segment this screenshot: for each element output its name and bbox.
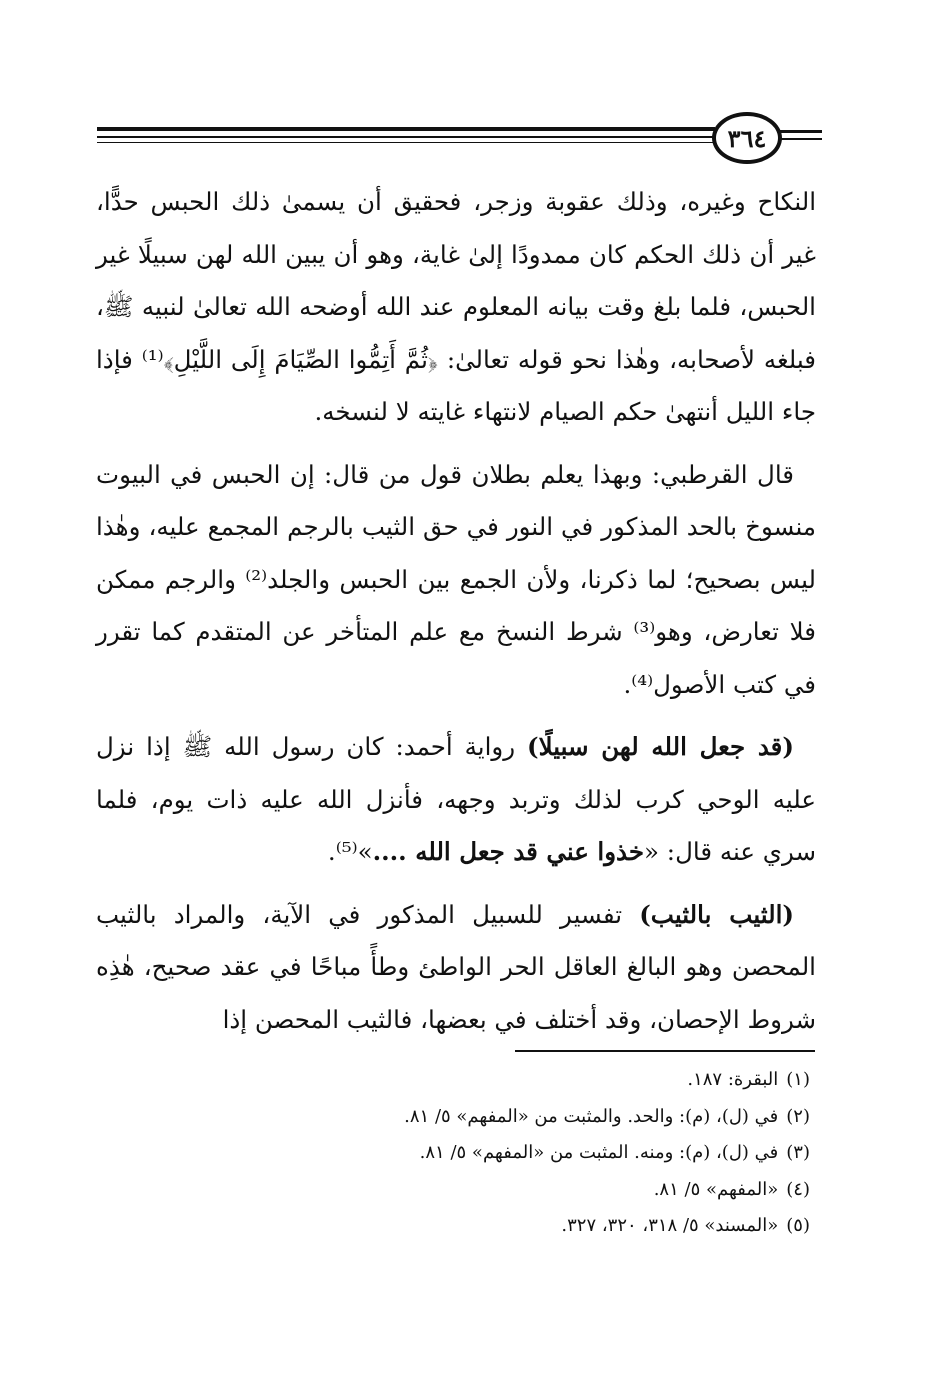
footnote xyxy=(96,1099,816,1136)
paragraph-text: رواية أحمد: كان رسول الله ﷺ إذا نزل عليه الوحي كرب لذلك وتربد وجهه، فأنزل الله عليه ذات يوم، فلما سري عنه قال: « xyxy=(96,732,816,866)
page-header xyxy=(0,112,942,182)
paragraph: النكاح وغيره، وذلك عقوبة وزجر، فحقيق أن يسمىٰ ذلك الحبس حدًّا، غير أن ذلك الحكم كان ممدودًا إلىٰ غاية، وهو أن يبين الله لهن سبيلًا غير الحبس، فلما بلغ وقت بيانه المعلوم عند الله أوضحه الله تعالىٰ لنبيه ﷺ، فبلغه لأصحابه، وهٰذا نحو قوله تعالىٰ: ﴿ثُمَّ أَتِمُّوا الصِّيَامَ إِلَى اللَّيْلِ﴾⁽¹⁾ فإذا جاء الليل أنتهىٰ حكم الصيام لانتهاء غايته لا لنسخه. xyxy=(96,187,816,426)
main-text xyxy=(96,176,816,1046)
paragraph: قال القرطبي: وبهذا يعلم بطلان قول من قال: إن الحبس في البيوت منسوخ بالحد المذكور في النور في حق الثيب بالرجم المجمع عليه، وهٰذا ليس بصحيح؛ لما ذكرنا، ولأن الجمع بين الحبس والجلد⁽²⁾ والرجم ممكن فلا تعارض، وهو⁽³⁾ شرط النسخ مع علم المتأخر عن المتقدم كما تقرر في كتب الأصول⁽⁴⁾. xyxy=(96,459,816,699)
footnote-number: (١) xyxy=(786,1069,810,1090)
footnote-text: في (ل)، (م): والحد. والمثبت من «المفهم» ٥/ ٨١. xyxy=(404,1105,779,1127)
footnote-number: (٥) xyxy=(786,1215,810,1236)
header-rule xyxy=(780,130,822,133)
footnotes xyxy=(96,1062,816,1245)
footnote-text: في (ل)، (م): ومنه. المثبت من «المفهم» ٥/ ٨١. xyxy=(419,1142,779,1163)
footnote-separator xyxy=(515,1050,815,1052)
footnote-text: «المسند» ٥/ ٣١٨، ٣٢٠، ٣٢٧. xyxy=(561,1215,779,1236)
footnote-number: (٤) xyxy=(786,1178,810,1200)
footnote-text: البقرة: ١٨٧. xyxy=(687,1069,779,1090)
footnote-number: (٣) xyxy=(786,1142,810,1163)
header-rule xyxy=(97,127,715,131)
header-rule xyxy=(780,138,822,140)
footnote xyxy=(96,1062,816,1099)
paragraph-text: تفسير للسبيل المذكور في الآية، والمراد بالثيب المحصن وهو البالغ العاقل الحر الواطئ وطأً مباحًا في عقد صحيح، هٰذِه شروط الإحصان، وقد أختلف في بعضها، فالثيب المحصن إذا xyxy=(96,899,816,1034)
bold-lead: (قد جعل الله لهن سبيلًا) xyxy=(527,732,794,761)
footnote-text: «المفهم» ٥/ ٨١. xyxy=(653,1178,779,1200)
header-rule xyxy=(97,142,715,143)
footnote xyxy=(96,1208,816,1245)
hadith-quote: خذوا عني قد جعل الله .... xyxy=(372,837,645,866)
footnote xyxy=(96,1172,816,1209)
page-number: ٣٦٤ xyxy=(712,112,782,164)
footnote xyxy=(96,1135,816,1172)
bold-lead: (الثيب بالثيب) xyxy=(639,899,794,929)
paragraph xyxy=(96,889,816,1047)
paragraph-text: »⁽⁵⁾. xyxy=(327,837,373,866)
footnote-number: (٢) xyxy=(786,1105,810,1127)
header-rule xyxy=(97,136,715,138)
paragraph xyxy=(96,721,816,879)
